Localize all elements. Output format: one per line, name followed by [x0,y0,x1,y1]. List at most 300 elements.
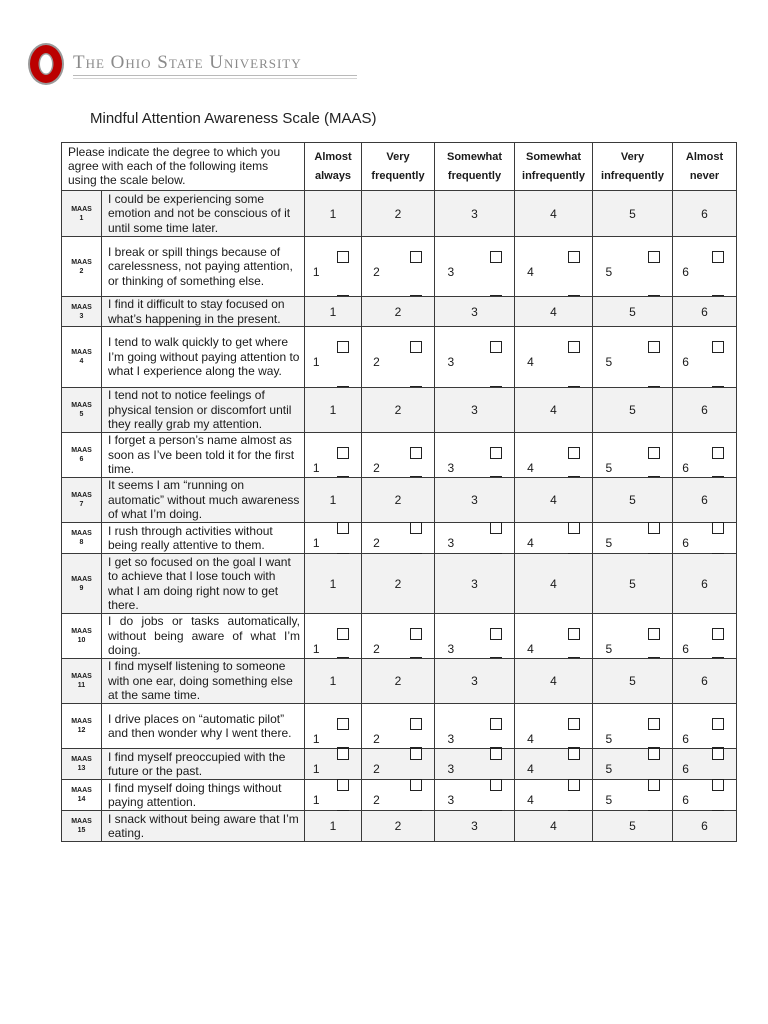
rating-cell[interactable] [435,780,515,811]
rating-value: 2 [394,304,402,319]
rating-cell[interactable] [362,554,435,614]
item-code [62,523,102,554]
rating-value: 3 [447,536,455,550]
checkbox-icon[interactable] [410,718,422,730]
rating-cell[interactable] [435,659,515,704]
item-code-number: 12 [77,727,86,734]
rating-value: 1 [312,793,320,807]
rating-value: 3 [447,461,455,475]
checkbox-icon[interactable] [712,341,724,353]
rating-cell[interactable] [305,191,362,237]
rating-value: 4 [550,674,557,688]
rating-value: 5 [629,493,636,507]
rating-value: 1 [312,536,320,550]
item-code-label: MAAS [71,787,92,794]
item-text: I find myself preoccupied with the future or the past. [102,749,305,780]
checkbox-icon[interactable] [568,522,580,534]
rating-value: 6 [701,304,708,319]
rating-cell[interactable] [305,614,362,659]
rating-value: 2 [394,819,402,833]
rating-value: 2 [373,762,380,776]
rating-cell[interactable] [515,749,593,780]
rating-value: 4 [527,793,534,807]
checkbox-icon[interactable] [712,628,724,640]
rating-cell[interactable] [593,780,673,811]
item-code-label: MAAS [71,756,92,763]
rating-cell[interactable] [362,237,435,297]
item-code [62,659,102,704]
checkbox-icon[interactable] [712,522,724,534]
item-code-label: MAAS [71,575,92,583]
rating-value: 1 [329,206,337,221]
rating-cell[interactable] [362,749,435,780]
checkbox-icon[interactable] [490,748,502,760]
rating-cell[interactable] [673,704,737,749]
checkbox-icon[interactable] [490,522,502,534]
item-text: I break or spill things because of carelessness, not paying attention, or thinking of something else. [102,237,305,297]
rating-value: 4 [527,732,534,746]
checkbox-icon[interactable] [712,251,724,263]
rating-cell[interactable] [305,659,362,704]
checkbox-icon[interactable] [337,447,349,459]
rating-value: 2 [373,642,380,656]
rating-value: 4 [550,403,557,417]
rating-cell[interactable] [362,614,435,659]
rating-value: 1 [312,642,320,656]
item-code-number: 9 [79,584,84,592]
rating-value: 5 [605,355,613,369]
rating-value: 3 [471,493,478,507]
rating-cell[interactable] [362,478,435,523]
checkbox-icon[interactable] [337,628,349,640]
rating-value: 2 [373,461,380,475]
rating-value: 4 [550,206,557,221]
item-code [62,780,102,811]
checkbox-icon[interactable] [568,748,580,760]
rating-cell[interactable] [305,327,362,388]
rating-value: 5 [629,403,636,417]
rating-cell[interactable] [673,780,737,811]
item-code-number: 10 [77,637,86,644]
rating-value: 5 [605,793,613,807]
rating-value: 6 [682,732,689,746]
item-code [62,749,102,780]
rating-value: 1 [329,576,337,591]
item-code-label: MAAS [71,718,92,725]
checkbox-icon[interactable] [337,718,349,730]
item-code-label: MAAS [71,402,92,409]
rating-value: 3 [471,819,478,833]
rating-cell[interactable] [305,237,362,297]
rating-value: 3 [471,674,478,688]
rating-cell[interactable] [305,749,362,780]
rating-cell[interactable] [362,811,435,842]
rating-cell[interactable] [515,478,593,523]
item-code [62,704,102,749]
maas-questionnaire-table [61,142,737,842]
rating-value: 2 [394,493,402,507]
rating-value: 2 [373,793,380,807]
rating-cell[interactable] [362,297,435,327]
table-row [62,704,737,749]
rating-value: 1 [329,819,337,833]
rating-cell[interactable] [362,327,435,388]
checkbox-icon[interactable] [648,251,660,263]
checkbox-icon[interactable] [712,779,724,791]
rating-cell[interactable] [435,523,515,554]
item-code-label: MAAS [71,447,92,454]
items-body [62,191,737,842]
checkbox-icon[interactable] [490,628,502,640]
item-code-number: 11 [77,682,86,689]
rating-value: 6 [701,493,708,507]
checkbox-icon[interactable] [337,748,349,760]
table-row [62,749,737,780]
instructions: Please indicate the degree to which you agree with each of the following items using the scale below. [62,143,305,191]
checkbox-icon[interactable] [648,748,660,760]
rating-value: 6 [682,536,689,550]
checkbox-icon[interactable] [410,628,422,640]
option-header: Somewhat infrequently [515,143,593,191]
rating-value: 6 [701,403,708,417]
rating-value: 3 [447,355,455,369]
item-code [62,327,102,388]
rating-cell[interactable] [305,297,362,327]
rating-cell[interactable] [515,388,593,433]
rating-value: 1 [312,265,320,279]
item-code [62,237,102,297]
table-row [62,523,737,554]
rating-cell[interactable] [593,749,673,780]
rating-cell[interactable] [305,554,362,614]
item-code-label: MAAS [71,673,92,680]
item-text: It seems I am “running on automatic” without much awareness of what I’m doing. [102,478,305,523]
rating-value: 3 [447,732,455,746]
table-row [62,237,737,297]
item-code-number: 13 [77,765,86,772]
rating-value: 4 [550,304,557,319]
rating-value: 5 [629,674,636,688]
item-code-number: 14 [77,796,86,803]
rating-cell[interactable] [305,811,362,842]
item-code [62,297,102,327]
rating-cell[interactable] [435,237,515,297]
rating-value: 6 [682,461,689,475]
rating-value: 5 [605,536,613,550]
rating-cell[interactable] [362,191,435,237]
rating-value: 2 [373,536,380,550]
item-text: I could be experiencing some emotion and not be conscious of it until some time later. [102,191,305,237]
rating-cell[interactable] [435,327,515,388]
rating-cell[interactable] [593,704,673,749]
rating-cell[interactable] [305,780,362,811]
rating-cell[interactable] [593,388,673,433]
rating-cell[interactable] [673,614,737,659]
table-row [62,780,737,811]
table-row [62,191,737,237]
checkbox-icon[interactable] [490,341,502,353]
checkbox-icon[interactable] [490,447,502,459]
item-code-number: 2 [79,267,84,275]
rating-cell[interactable] [673,191,737,237]
rating-value: 1 [329,403,337,417]
rating-value: 2 [394,576,402,591]
university-logo [27,42,337,90]
rating-cell[interactable] [673,237,737,297]
rating-cell[interactable] [305,433,362,478]
rating-value: 6 [682,355,689,369]
checkbox-icon[interactable] [648,447,660,459]
rating-value: 1 [312,461,320,475]
item-code-label: MAAS [71,258,92,266]
rating-cell[interactable] [593,478,673,523]
rating-cell[interactable] [593,614,673,659]
checkbox-icon[interactable] [712,748,724,760]
rating-cell[interactable] [673,811,737,842]
rating-cell[interactable] [515,297,593,327]
rating-value: 6 [682,762,689,776]
checkbox-icon[interactable] [410,447,422,459]
checkbox-icon[interactable] [490,779,502,791]
item-code-label: MAAS [71,349,92,356]
rating-value: 3 [447,793,455,807]
checkbox-icon[interactable] [490,251,502,263]
rating-value: 2 [373,732,380,746]
rating-value: 4 [550,819,557,833]
rating-value: 5 [629,304,636,319]
item-text: I do jobs or tasks automatically, without being aware of what I’m doing. [102,614,305,659]
checkbox-icon[interactable] [337,522,349,534]
rating-cell[interactable] [515,811,593,842]
rating-value: 5 [629,576,636,591]
item-code [62,811,102,842]
rating-cell[interactable] [673,297,737,327]
option-header: Almost always [305,143,362,191]
table-row [62,659,737,704]
rating-cell[interactable] [593,433,673,478]
rating-cell[interactable] [593,523,673,554]
rating-value: 4 [527,642,534,656]
checkbox-icon[interactable] [410,341,422,353]
rating-cell[interactable] [593,237,673,297]
option-header: Somewhat frequently [435,143,515,191]
rating-value: 1 [312,355,320,369]
rating-value: 6 [701,674,708,688]
checkbox-icon[interactable] [648,341,660,353]
rating-value: 4 [527,355,534,369]
table-row [62,554,737,614]
item-text: I snack without being aware that I’m eating. [102,811,305,842]
rating-cell[interactable] [593,659,673,704]
rating-cell[interactable] [515,554,593,614]
item-text: I rush through activities without being really attentive to them. [102,523,305,554]
checkbox-icon[interactable] [648,779,660,791]
checkbox-icon[interactable] [410,251,422,263]
item-text: I tend not to notice feelings of physical tension or discomfort until they really grab my attention. [102,388,305,433]
checkbox-icon[interactable] [490,718,502,730]
rating-cell[interactable] [593,811,673,842]
rating-value: 2 [373,265,380,279]
table-row [62,614,737,659]
rating-cell[interactable] [435,433,515,478]
rating-cell[interactable] [673,388,737,433]
item-code-label: MAAS [71,303,92,311]
rating-cell[interactable] [362,388,435,433]
table-row [62,327,737,388]
rating-value: 5 [605,461,613,475]
rating-cell[interactable] [515,327,593,388]
rating-cell[interactable] [515,614,593,659]
table-row [62,478,737,523]
rating-cell[interactable] [435,704,515,749]
item-code-label: MAAS [71,628,92,635]
rating-cell[interactable] [673,749,737,780]
rating-cell[interactable] [593,297,673,327]
rating-value: 3 [447,762,455,776]
rating-value: 4 [527,762,534,776]
rating-cell[interactable] [673,327,737,388]
item-code-number: 1 [79,214,84,222]
checkbox-icon[interactable] [410,779,422,791]
rating-value: 4 [527,461,534,475]
rating-cell[interactable] [435,388,515,433]
rating-cell[interactable] [673,478,737,523]
table-row [62,433,737,478]
rating-value: 1 [312,762,320,776]
item-code [62,388,102,433]
checkbox-icon[interactable] [337,341,349,353]
rating-value: 1 [329,674,337,688]
checkbox-icon[interactable] [337,251,349,263]
rating-cell[interactable] [362,704,435,749]
checkbox-icon[interactable] [568,341,580,353]
checkbox-icon[interactable] [410,748,422,760]
item-code-label: MAAS [71,492,92,499]
checkbox-icon[interactable] [568,628,580,640]
item-code [62,433,102,478]
checkbox-icon[interactable] [568,718,580,730]
rating-value: 6 [701,576,708,591]
rating-cell[interactable] [362,659,435,704]
item-code [62,554,102,614]
rating-cell[interactable] [435,614,515,659]
rating-cell[interactable] [305,388,362,433]
rating-cell[interactable] [515,237,593,297]
rating-value: 5 [629,206,636,221]
rating-value: 1 [329,493,337,507]
item-code [62,614,102,659]
rating-value: 5 [605,642,613,656]
rating-cell[interactable] [673,659,737,704]
rating-cell[interactable] [515,704,593,749]
rating-cell[interactable] [673,554,737,614]
rating-value: 3 [471,576,478,591]
item-code-number: 7 [79,501,84,508]
rating-value: 4 [527,265,534,279]
rating-cell[interactable] [673,433,737,478]
checkbox-icon[interactable] [568,447,580,459]
scale-header-row [62,143,737,191]
item-text: I get so focused on the goal I want to achieve that I lose touch with what I am doing right now to get there. [102,554,305,614]
item-code-number: 8 [79,539,84,546]
table-row [62,297,737,327]
rating-cell[interactable] [435,811,515,842]
option-header: Very frequently [362,143,435,191]
rating-cell[interactable] [673,523,737,554]
checkbox-icon[interactable] [712,447,724,459]
rating-value: 4 [550,493,557,507]
checkbox-icon[interactable] [410,522,422,534]
rating-cell[interactable] [362,433,435,478]
rating-cell[interactable] [362,780,435,811]
rating-value: 3 [471,403,478,417]
rating-cell[interactable] [435,554,515,614]
rating-cell[interactable] [435,749,515,780]
rating-cell[interactable] [305,704,362,749]
item-code-number: 6 [79,456,84,463]
rating-cell[interactable] [593,327,673,388]
rating-value: 6 [682,642,689,656]
rating-value: 2 [394,674,402,688]
item-code-label: MAAS [71,205,92,213]
checkbox-icon[interactable] [568,779,580,791]
rating-value: 1 [329,304,337,319]
rating-value: 3 [471,304,478,319]
rating-cell[interactable] [515,433,593,478]
rating-value: 6 [701,819,708,833]
option-header: Almost never [673,143,737,191]
table-row [62,811,737,842]
checkbox-icon[interactable] [337,779,349,791]
item-code-number: 3 [79,312,84,320]
rating-cell[interactable] [305,478,362,523]
item-text: I find it difficult to stay focused on what’s happening in the present. [102,297,305,327]
rating-value: 6 [682,265,689,279]
checkbox-icon[interactable] [568,251,580,263]
rating-value: 6 [701,206,708,221]
rating-cell[interactable] [515,780,593,811]
rating-cell[interactable] [435,191,515,237]
checkbox-icon[interactable] [648,628,660,640]
checkbox-icon[interactable] [648,718,660,730]
header-rule [73,75,357,76]
option-header: Very infrequently [593,143,673,191]
rating-cell[interactable] [435,478,515,523]
rating-cell[interactable] [362,523,435,554]
item-code [62,191,102,237]
rating-value: 2 [394,206,402,221]
rating-cell[interactable] [435,297,515,327]
item-text: I forget a person’s name almost as soon as I’ve been told it for the first time. [102,433,305,478]
item-text: I find myself listening to someone with one ear, doing something else at the same time. [102,659,305,704]
block-o-logo-icon [27,42,65,86]
checkbox-icon[interactable] [712,718,724,730]
item-code-label: MAAS [71,530,92,537]
rating-cell[interactable] [515,523,593,554]
checkbox-icon[interactable] [648,522,660,534]
rating-cell[interactable] [593,554,673,614]
rating-cell[interactable] [515,659,593,704]
rating-value: 3 [447,265,455,279]
rating-cell[interactable] [515,191,593,237]
rating-value: 4 [550,576,557,591]
table-row [62,388,737,433]
rating-value: 2 [394,403,402,417]
rating-cell[interactable] [593,191,673,237]
rating-cell[interactable] [305,523,362,554]
rating-value: 6 [682,793,689,807]
item-text: I find myself doing things without paying attention. [102,780,305,811]
